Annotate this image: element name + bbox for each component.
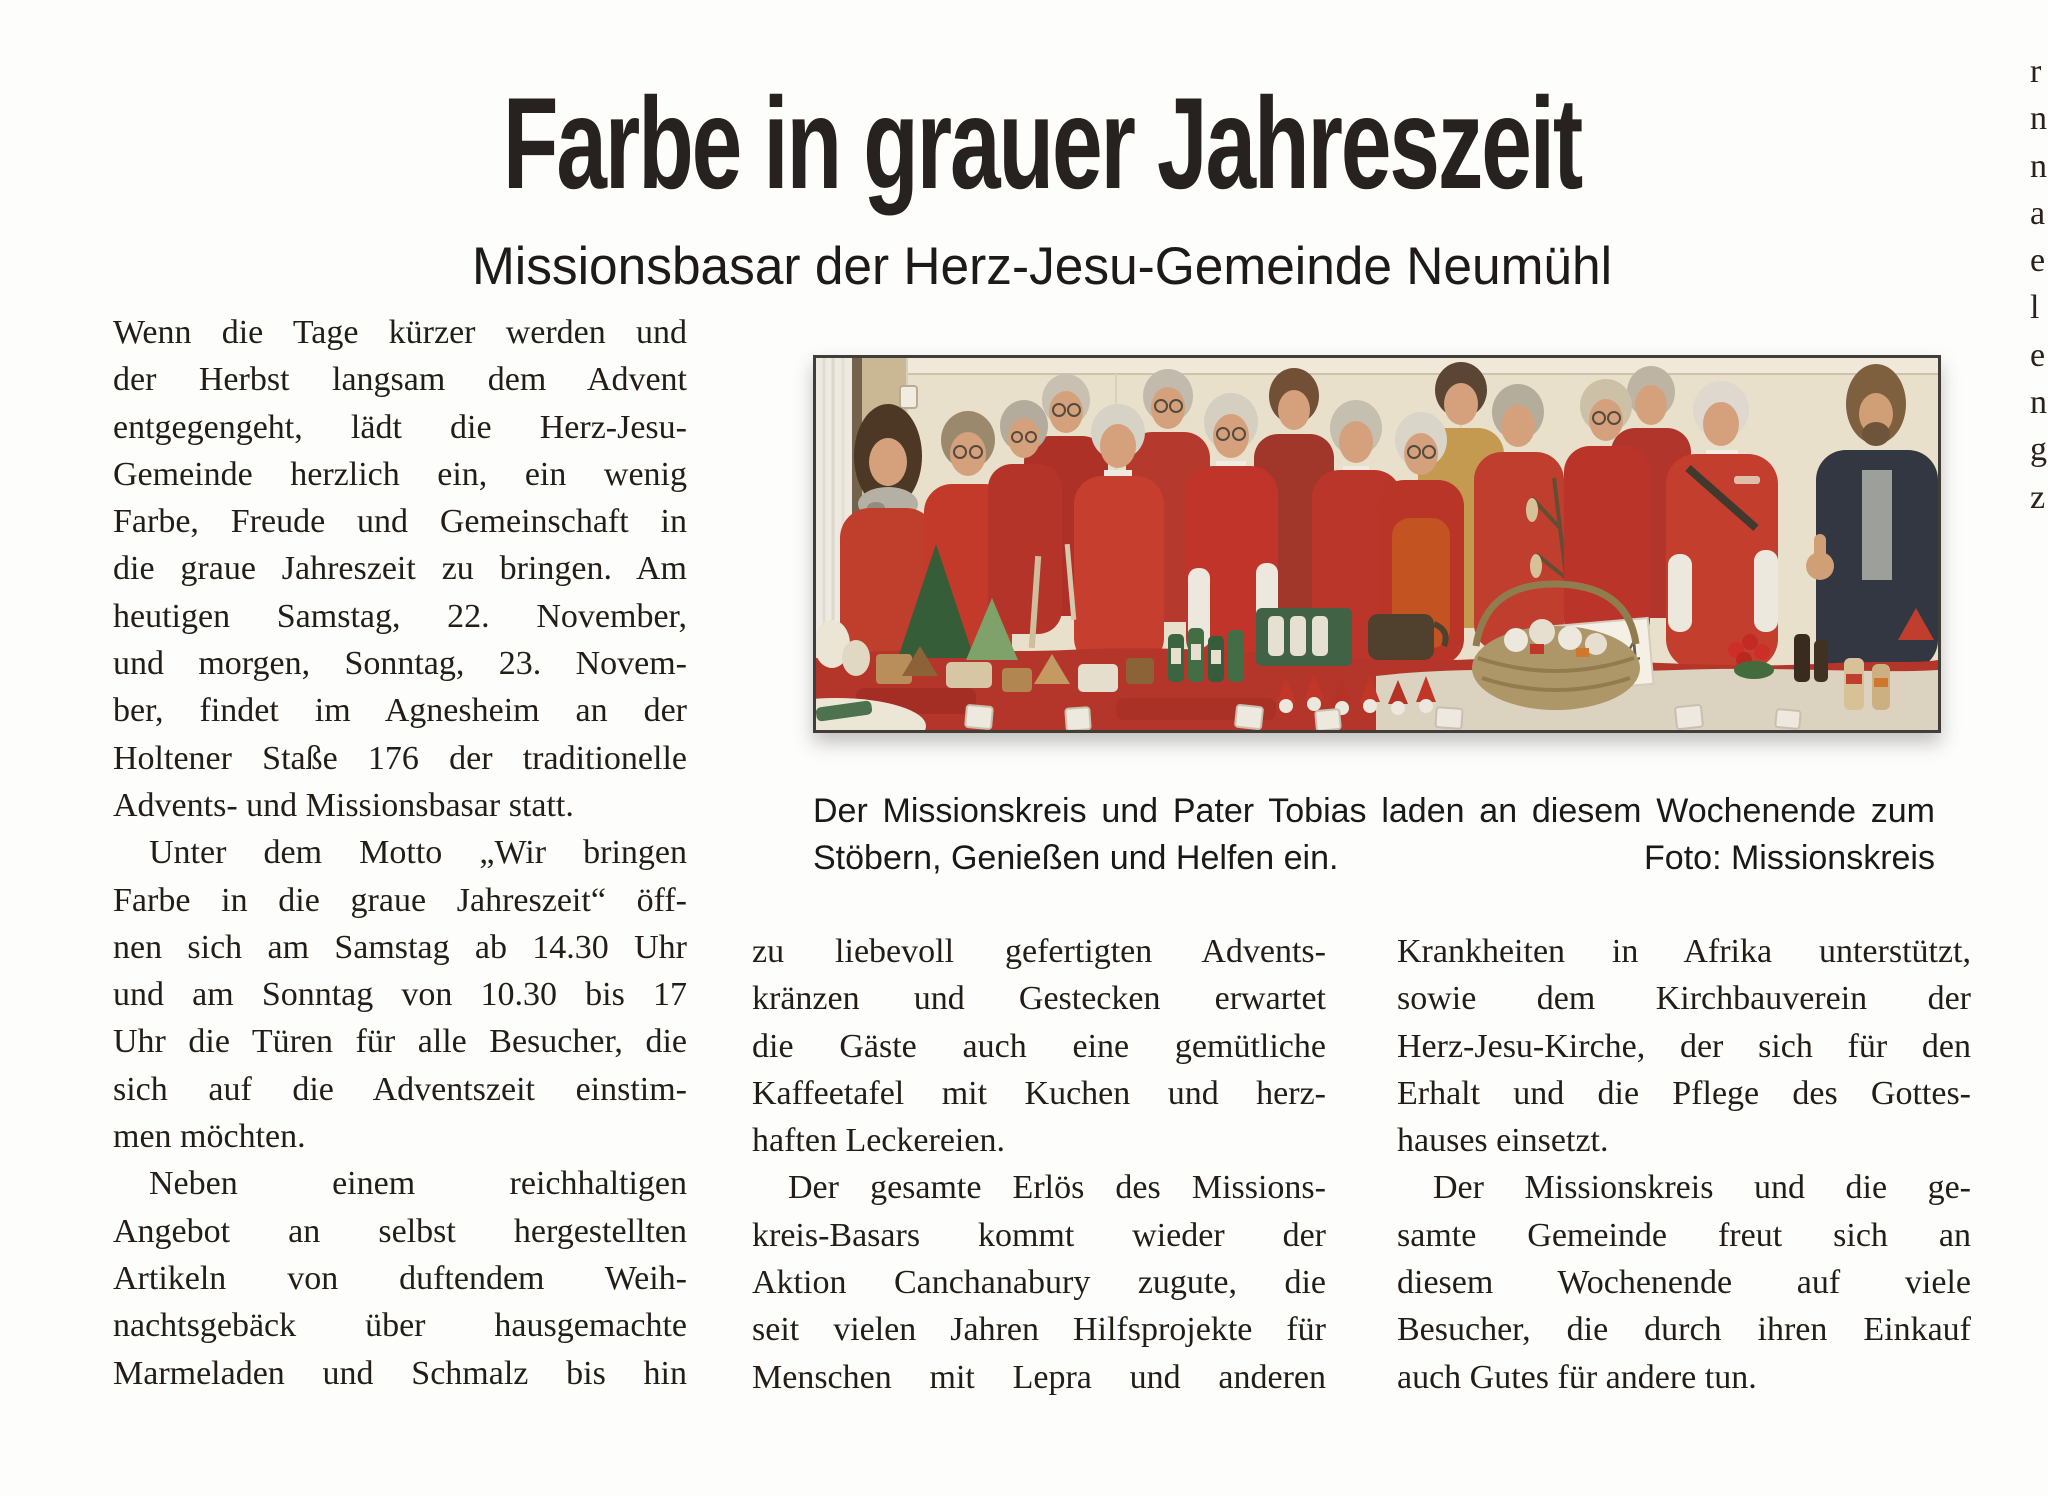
body-line: und am Sonntag von 10.30 bis 17 <box>113 976 687 1014</box>
fragment-letter: n <box>2030 100 2047 138</box>
fragment-letter: e <box>2030 242 2046 280</box>
bazaar-photo <box>813 355 1941 733</box>
subheadline: Missionsbasar der Herz-Jesu-Gemeinde Neumühl <box>471 237 1613 296</box>
body-line: die graue Jahreszeit zu bringen. Am <box>113 550 687 588</box>
fragment-letter: e <box>2030 336 2046 374</box>
body-line: ber, findet im Agnesheim an der <box>113 692 687 730</box>
body-line: Krankheiten in Afrika unterstützt, <box>1397 933 1971 970</box>
page-title: Farbe in grauer Jahreszeit <box>502 70 1582 216</box>
adjacent-column-fragment <box>2030 48 2048 521</box>
body-line: Erhalt und die Pflege des Gottes- <box>1397 1074 1971 1112</box>
body-line: Uhr die Türen für alle Besucher, die <box>113 1023 687 1061</box>
body-column-middle <box>752 928 1326 1401</box>
bazaar-photo-illustration <box>816 358 1938 730</box>
photo-caption-line2: Stöbern, Genießen und Helfen ein. <box>813 839 1339 877</box>
body-line: men möchten. <box>113 1118 306 1156</box>
fragment-letter: n <box>2030 147 2047 185</box>
photo-caption-line1: Der Missionskreis und Pater Tobias laden an diesem Wochenende zum <box>813 792 1935 830</box>
body-line: Kaffeetafel mit Kuchen und herz- <box>752 1074 1326 1112</box>
fragment-letter: n <box>2030 384 2047 422</box>
body-line: Besucher, die durch ihren Einkauf <box>1397 1311 1971 1349</box>
body-column-left <box>113 309 687 1397</box>
body-line: Aktion Canchanabury zugute, die <box>752 1264 1326 1302</box>
body-line: Der Missionskreis und die ge- <box>1433 1169 1971 1207</box>
body-line: zu liebevoll gefertigten Advents- <box>752 933 1326 970</box>
body-line: kreis-Basars kommt wieder der <box>752 1216 1326 1254</box>
body-line: Menschen mit Lepra und anderen <box>752 1358 1326 1396</box>
body-line: Advents- und Missionsbasar statt. <box>113 786 574 824</box>
body-line: haften Leckereien. <box>752 1122 1005 1160</box>
photo-credit: Foto: Missionskreis <box>1644 839 1935 877</box>
fragment-letter: r <box>2030 53 2042 90</box>
body-line: Holtener Staße 176 der traditionelle <box>113 739 687 777</box>
body-line: Angebot an selbst hergestellten <box>113 1212 687 1250</box>
body-line: Artikeln von duftendem Weih- <box>113 1259 687 1297</box>
body-line: Farbe, Freude und Gemeinschaft in <box>113 503 687 541</box>
body-line: Farbe in die graue Jahreszeit“ öff- <box>113 881 687 919</box>
body-line: Gemeinde herzlich ein, ein wenig <box>113 455 687 493</box>
body-line: diesem Wochenende auf viele <box>1397 1264 1971 1302</box>
fragment-letter: l <box>2030 289 2040 327</box>
body-line: der Herbst langsam dem Advent <box>113 361 687 399</box>
fragment-letter: a <box>2030 194 2046 232</box>
body-line: Herz-Jesu-Kirche, der sich für den <box>1397 1027 1971 1065</box>
fragment-letter: g <box>2030 431 2047 469</box>
body-line: samte Gemeinde freut sich an <box>1397 1216 1971 1254</box>
body-line: auch Gutes für andere tun. <box>1397 1358 1757 1396</box>
body-line: entgegengeht, lädt die Herz-Jesu- <box>113 408 687 446</box>
body-column-right <box>1397 928 1971 1401</box>
photo-caption <box>813 788 1935 882</box>
body-line: sowie dem Kirchbauverein der <box>1397 980 1971 1018</box>
body-line: Marmeladen und Schmalz bis hin <box>113 1354 687 1392</box>
body-line: seit vielen Jahren Hilfsprojekte für <box>752 1311 1326 1349</box>
body-line: Der gesamte Erlös des Missions- <box>788 1169 1326 1207</box>
body-line: Unter dem Motto „Wir bringen <box>149 834 687 872</box>
body-line: die Gäste auch eine gemütliche <box>752 1027 1326 1065</box>
body-line: heutigen Samstag, 22. November, <box>113 597 687 635</box>
body-line: Neben einem reichhaltigen <box>149 1165 687 1203</box>
body-line: nen sich am Samstag ab 14.30 Uhr <box>113 928 687 966</box>
body-line: nachtsgebäck über hausgemachte <box>113 1307 687 1345</box>
body-line: und morgen, Sonntag, 23. Novem- <box>113 645 687 683</box>
body-line: sich auf die Adventszeit einstim- <box>113 1070 687 1108</box>
body-line: Wenn die Tage kürzer werden und <box>113 314 687 351</box>
body-line: kränzen und Gestecken erwartet <box>752 980 1326 1018</box>
body-line: hauses einsetzt. <box>1397 1122 1609 1160</box>
fragment-letter: z <box>2030 478 2046 516</box>
